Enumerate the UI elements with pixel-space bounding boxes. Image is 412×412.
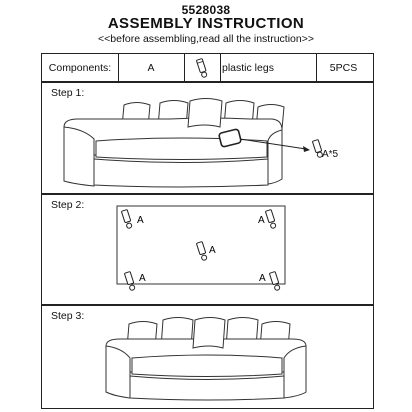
plastic-leg-icon <box>184 54 221 81</box>
component-letter: A <box>118 54 185 81</box>
leg-letter: A <box>137 215 144 226</box>
leg-letter: A <box>259 273 266 284</box>
leg-callout-count: A*5 <box>322 149 339 160</box>
step-1-label: Step 1: <box>51 87 85 99</box>
step-1-panel <box>41 82 374 194</box>
components-label: Components: <box>42 54 119 81</box>
assembled-sofa-illustration <box>42 306 373 408</box>
leg-bottom-right <box>259 272 281 291</box>
step-3-panel <box>41 305 374 409</box>
page-title: ASSEMBLY INSTRUCTION <box>107 15 305 32</box>
instruction-note: <<before assembling,read all the instruction>> <box>98 33 314 45</box>
sofa-base-leg-positions-illustration <box>42 195 373 304</box>
product-code: 5528038 <box>181 3 231 17</box>
leg-letter: A <box>139 273 146 284</box>
leg-top-right <box>258 210 277 229</box>
leg-center <box>196 242 216 261</box>
leg-letter: A <box>209 245 216 256</box>
leg-top-left <box>121 210 144 229</box>
components-table <box>41 53 374 82</box>
sofa-with-legs-callout-illustration <box>42 83 373 193</box>
leg-letter: A <box>258 215 265 226</box>
leg-bottom-left <box>124 272 146 291</box>
step-3-label: Step 3: <box>51 310 85 322</box>
step-2-label: Step 2: <box>51 199 85 211</box>
component-name: plastic legs <box>220 54 317 81</box>
step-2-panel <box>41 194 374 305</box>
component-quantity: 5PCS <box>329 61 358 74</box>
